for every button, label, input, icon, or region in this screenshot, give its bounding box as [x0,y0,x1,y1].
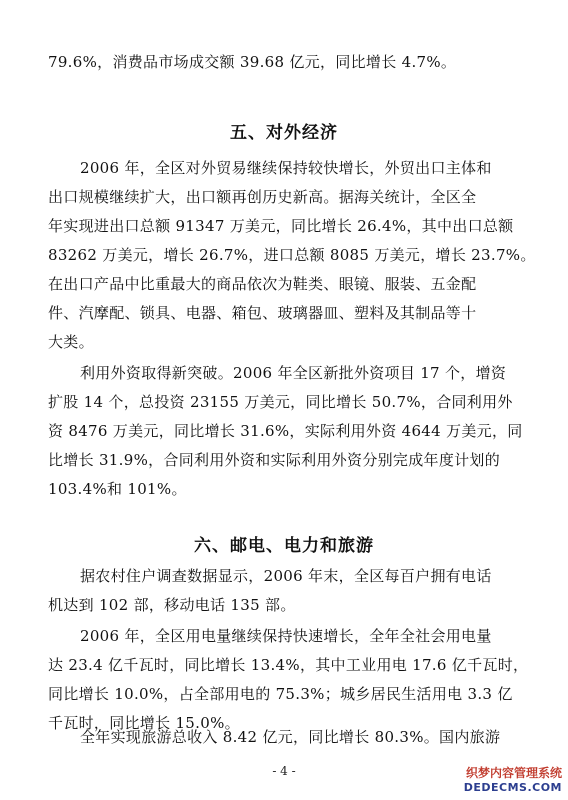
watermark-chinese: 织梦内容管理系统 [465,766,562,780]
text-line: 千瓦时，同比增长 15.0%。 [48,714,240,732]
text-line: 年实现进出口总额 91347 万美元，同比增长 26.4%，其中出口总额 [48,217,514,235]
text-line: 在出口产品中比重最大的商品依次为鞋类、眼镜、服装、五金配 [48,275,477,293]
text-line: 83262 万美元，增长 26.7%，进口总额 8085 万美元，增长 23.7%。 [48,246,536,264]
text-line: 机达到 102 部，移动电话 135 部。 [48,596,296,614]
text-line: 资 8476 万美元，同比增长 31.6%，实际利用外资 4644 万美元，同 [48,422,523,440]
text-line: 79.6%，消费品市场成交额 39.68 亿元，同比增长 4.7%。 [48,53,457,71]
text-line: 同比增长 10.0%，占全部用电的 75.3%；城乡居民生活用电 3.3 亿 [48,685,513,703]
text-line: 件、汽摩配、锁具、电器、箱包、玻璃器皿、塑料及其制品等十 [48,304,477,322]
text-line: 全年实现旅游总收入 8.42 亿元，同比增长 80.3%。国内旅游 [80,728,501,746]
watermark [464,764,562,794]
section-heading-post-power-tourism: 六、邮电、电力和旅游 [194,536,374,556]
text-line: 出口规模继续扩大，出口额再创历史新高。据海关统计，全区全 [48,188,477,206]
watermark-url: DEDECMS.COM [463,781,562,794]
page-number: - 4 - [272,764,296,778]
section-heading-foreign-economy: 五、对外经济 [230,123,338,143]
text-line: 达 23.4 亿千瓦时，同比增长 13.4%，其中工业用电 17.6 亿千瓦时， [48,656,529,674]
text-line: 大类。 [48,333,94,351]
text-line: 利用外资取得新突破。2006 年全区新批外资项目 17 个，增资 [80,364,507,382]
text-line: 据农村住户调查数据显示，2006 年末，全区每百户拥有电话 [80,567,492,585]
text-line: 2006 年，全区用电量继续保持快速增长，全年全社会用电量 [80,627,492,645]
text-line: 扩股 14 个，总投资 23155 万美元，同比增长 50.7%，合同利用外 [48,393,513,411]
text-line: 2006 年，全区对外贸易继续保持较快增长，外贸出口主体和 [80,159,492,177]
text-line: 比增长 31.9%，合同利用外资和实际利用外资分别完成年度计划的 [48,451,501,469]
text-line: 103.4%和 101%。 [48,480,187,498]
